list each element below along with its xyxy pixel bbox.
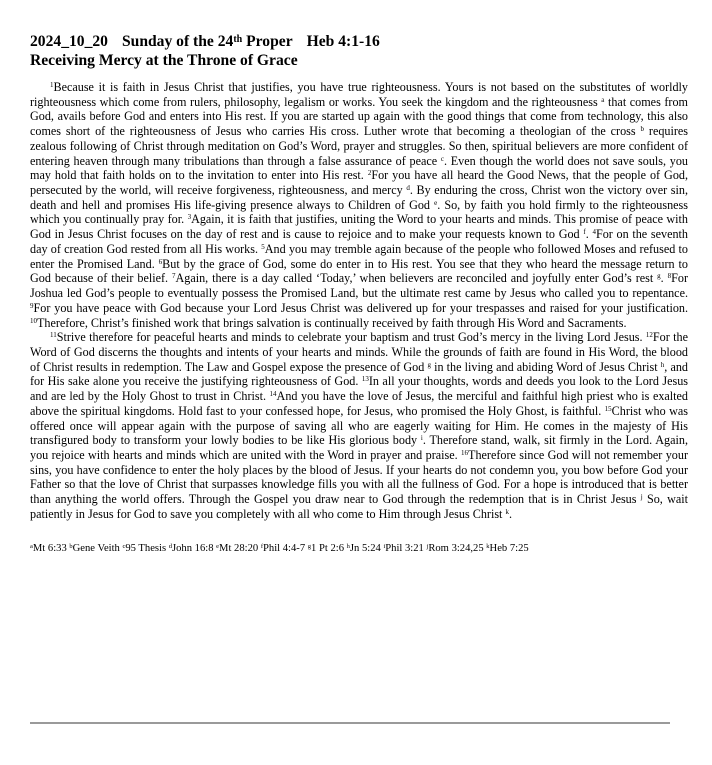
footnote-marker: i [383,542,386,550]
footnote-marker: f [260,542,264,550]
verse-number: 8 [667,272,672,281]
footnote-marker: j [426,542,429,550]
footnote-citation: Gene Veith [72,542,120,554]
verse-number: 15 [604,404,612,413]
footnote-reference: j [640,493,643,502]
footnote-citation: Heb 7:25 [489,542,529,554]
footnote-item [308,543,344,554]
sentence-text: that comes from God, avails before God and enters into His rest. If you are started up again with the good things that come from technology, this also comes short of the righteousness of Jesus who carries His cross. Luther wrote that becoming a theologian of the cross [30,94,688,139]
verse-number: 11 [50,331,57,340]
sentence-text: Strive therefore for peaceful hearts and minds to celebrate your baptism and trust God’s mercy in the living Lord Jesus. [56,330,646,345]
footnote-citation: Phil 3:21 [385,542,424,554]
sermon-page [30,32,688,555]
liturgical-day: Sunday of the 24th Proper [121,33,293,50]
sentence-text: For the Word of God discerns the thoughts and intents of your hearts and minds. While the grounds of faith are found in His Word, the blood of Christ results in redemption. The Law and Gospel expose the presence of God [30,330,689,374]
verse-number: 9 [30,301,34,310]
footnote-item [383,543,423,554]
page-divider [30,722,670,724]
footnote-reference: b [640,125,645,134]
sentence-text: . Even though the world does not save souls, you may hold that faith holds on to the invitation to enter into His rest. [30,153,688,183]
footnote-citation: 1 Pt 2:6 [311,542,344,554]
verse-number: 5 [261,242,265,251]
footnote-item [216,543,258,554]
footnote-citation: Jn 5:24 [349,542,381,554]
sentence-text: For Joshua led God’s people to eventually possess the Promised Land, but the ultimate rest came by Jesus who called you to repentance. [30,271,688,301]
body-paragraph [30,80,688,330]
sentence-text: In all your thoughts, words and deeds you look to the Lord Jesus and are led by the Holy Ghost to trust in Christ. [30,374,689,404]
sentence-text: . So, by faith you hold firmly to the righteousness which you continually pray for. [30,197,688,227]
sentence-text: . [508,506,512,521]
footnote-marker: c [122,542,126,550]
sentence-text: And you have the love of Jesus, the merciful and faithful high priest who is exalted above the spiritual kingdoms. Hold fast to your confessed hope, for Jesus, who promised the Holy Ghost, is faithful. [30,389,688,418]
footnote-reference: g [657,272,661,281]
verse-number: 16 [461,448,469,457]
footnote-item [427,543,484,554]
verse-number: 12 [645,331,653,340]
footnote-marker: k [486,542,490,550]
footnote-marker: a [30,542,33,550]
footnote-citation: Phil 4:4-7 [263,542,306,554]
sentence-text: Therefore since God will not remember your sins, you have confidence to enter the holy places by the blood of Jesus. If your hearts do not condemn you, you bow before God your Father so that the love of Christ that surpasses knowledge fills you with all the fullness of God. For a hope is introduced that is better than anything the world offers. Through the Gospel you draw near to God through the redemption that is in Christ Jesus [30,447,688,507]
sentence-text: Christ who was offered once will appear again with the purpose of saving all who are eagerly waiting for Him. He comes in the majesty of His transfigured body to transform your lowly bodies to be like His glorious body [30,403,689,448]
footnote-item [486,543,528,554]
sentence-text: For you have all heard the Good News, that the people of God, persecuted by the world, will receive forgiveness, righteousness, and mercy [30,168,688,198]
sentence-text: . Therefore stand, walk, sit firmly in the Lord. Again, you rejoice with hearts and minds which are united with the Word in prayer and praise. [30,433,688,462]
footnote-citation: Mt 28:20 [219,542,259,554]
footnote-citation: Mt 6:33 [32,542,67,554]
sentence-text: But by the grace of God, some do enter in to His rest. You see that they who heard the message return to God because of their belief. [30,256,688,286]
verse-number: 10 [30,316,37,325]
footnote-marker: b [69,542,73,550]
footnote-reference: d [406,184,410,193]
footnote-reference: h [660,360,665,369]
footnote-reference: e [434,198,438,207]
footnote-item [122,543,166,554]
footnote-reference: k [505,507,509,516]
footnote-item [261,543,305,554]
sermon-subtitle: Receiving Mercy at the Throne of Grace [30,52,298,69]
sermon-body [30,80,688,522]
sentence-text: . [660,271,668,286]
sentence-text: requires zealous following of Christ through meditation on God’s Word, prayer and struggles. So then, spiritual believers are more confident of entering heaven through many tribulations than through a false assurance of peace [30,124,689,168]
verse-number: 4 [592,228,596,237]
verse-number: 6 [158,257,163,266]
sentence-text: Therefore, Christ’s finished work that brings salvation is continually received by faith through His Word and Sacraments. [37,315,627,330]
sentence-text: And you may tremble again because of the people who followed Moses and refused to enter the Promised Land. [30,241,688,271]
footnote-item [69,543,119,554]
footnote-marker: e [216,542,220,550]
sentence-text: in the living and abiding Word of Jesus Christ [430,359,661,374]
footnote-citation: 95 Thesis [125,542,167,554]
verse-number: 14 [269,390,277,399]
sentence-text: Again, it is faith that justifies, uniting the Word to your hearts and minds. This promise of peace with God in Jesus Christ focuses on the day of rest and is cause to rejoice and to make your requests known to God [30,212,688,242]
footnotes [30,542,688,555]
sentence-text: So, wait patiently in Jesus for God to save you completely with all who come to Him through Jesus Christ [30,492,688,521]
page-title [30,32,688,51]
footnote-citation: Rom 3:24,25 [428,542,484,554]
verse-number: 3 [187,213,192,222]
sermon-date: 2024_10_20 [30,33,108,50]
sentence-text: For on the seventh day of creation God rested from all His works. [30,227,688,256]
sentence-text: For you have peace with God because your Lord Jesus Christ was delivered up for your trespasses and raised for your justification. [33,300,688,315]
footnote-marker: g [307,542,312,550]
verse-number: 1 [50,81,54,89]
sentence-text: Again, there is a day called ‘Today,’ when believers are reconciled and joyfully enter God’s rest [175,271,658,286]
footnote-marker: d [168,542,172,550]
footnote-item [30,543,67,554]
verse-number: 2 [367,169,372,178]
footnote-citation: John 16:8 [172,542,214,554]
verse-number: 13 [361,375,369,384]
verse-number: 7 [172,272,176,281]
footnote-reference: g [427,360,431,369]
footnote-reference: f [583,228,586,237]
footnote-reference: c [440,154,444,163]
sentence-text: . By enduring the cross, Christ won the victory over sin, death and hell and promises His life-giving presence always to Children of God [30,183,688,212]
footnote-item [347,543,381,554]
footnote-marker: h [346,542,350,550]
sentence-text: . [585,227,593,242]
footnote-reference: a [601,95,605,104]
footnote-item [169,543,214,554]
sentence-text: Because it is faith in Jesus Christ that justifies, you have true righteousness. Yours is not based on the substitutes of worldly righteousness which come from rulers, philosophy, legalism or works. You seek the kingdom and the righteousness [30,80,688,109]
footnote-reference: i [420,434,423,443]
scripture-reading: Heb 4:1-16 [306,33,380,50]
sentence-text: , and for His sake alone you receive the justifying righteousness of God. [30,359,689,389]
body-paragraph [30,330,688,521]
